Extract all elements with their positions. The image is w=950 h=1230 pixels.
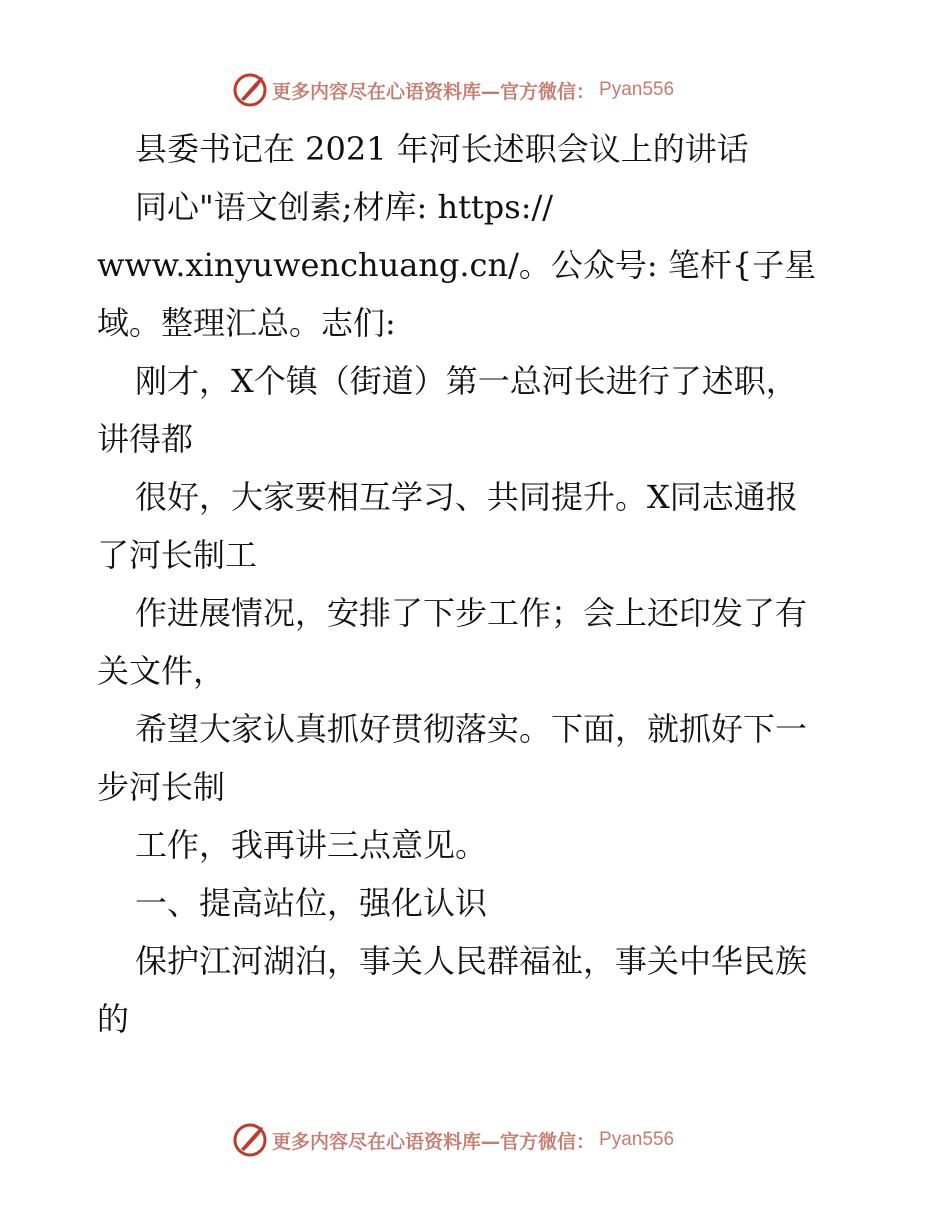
paragraph-line: 很好，大家要相互学习、共同提升。X同志通报 — [135, 478, 798, 516]
paragraph-line: 保护江河湖泊，事关人民群福祉，事关中华民族 — [135, 942, 808, 980]
banner-text: 更多内容尽在心语资料库—官方微信： — [272, 1130, 596, 1153]
paragraph-line: 作进展情况，安排了下步工作；会上还印发了有 — [135, 594, 808, 632]
paragraph-line: 域。整理汇总。志们: — [97, 304, 396, 342]
quill-logo-icon — [232, 1122, 268, 1158]
paragraph-line: 刚才，X个镇（街道）第一总河长进行了述职， — [135, 362, 798, 400]
banner-wechat-id: Pyan556 — [599, 1129, 675, 1150]
header-banner — [232, 70, 732, 110]
paragraph-line: www.xinyuwenchuang.cn/。公众号: 笔杆{子星 — [97, 246, 817, 284]
paragraph-line: 了河长制工 — [97, 536, 258, 574]
paragraph-line: 步河长制 — [97, 768, 226, 806]
paragraph-line: 的 — [97, 1000, 130, 1038]
paragraph-line: 一、提高站位，强化认识 — [135, 884, 488, 922]
footer-banner — [232, 1120, 732, 1160]
paragraph-line: 工作，我再讲三点意见。 — [135, 826, 488, 864]
banner-text: 更多内容尽在心语资料库—官方微信： — [272, 80, 596, 103]
paragraph-line: 希望大家认真抓好贯彻落实。下面，就抓好下一 — [135, 710, 808, 748]
document-body — [97, 120, 857, 1048]
quill-logo-icon — [232, 72, 268, 108]
paragraph-line: 关文件， — [97, 652, 226, 690]
paragraph-line: 讲得都 — [97, 420, 194, 458]
paragraph-line: 县委书记在 2021 年河长述职会议上的讲话 — [135, 130, 749, 168]
banner-wechat-id: Pyan556 — [599, 79, 675, 100]
paragraph-line: 同心"语文创素;材库: https:// — [135, 188, 554, 226]
